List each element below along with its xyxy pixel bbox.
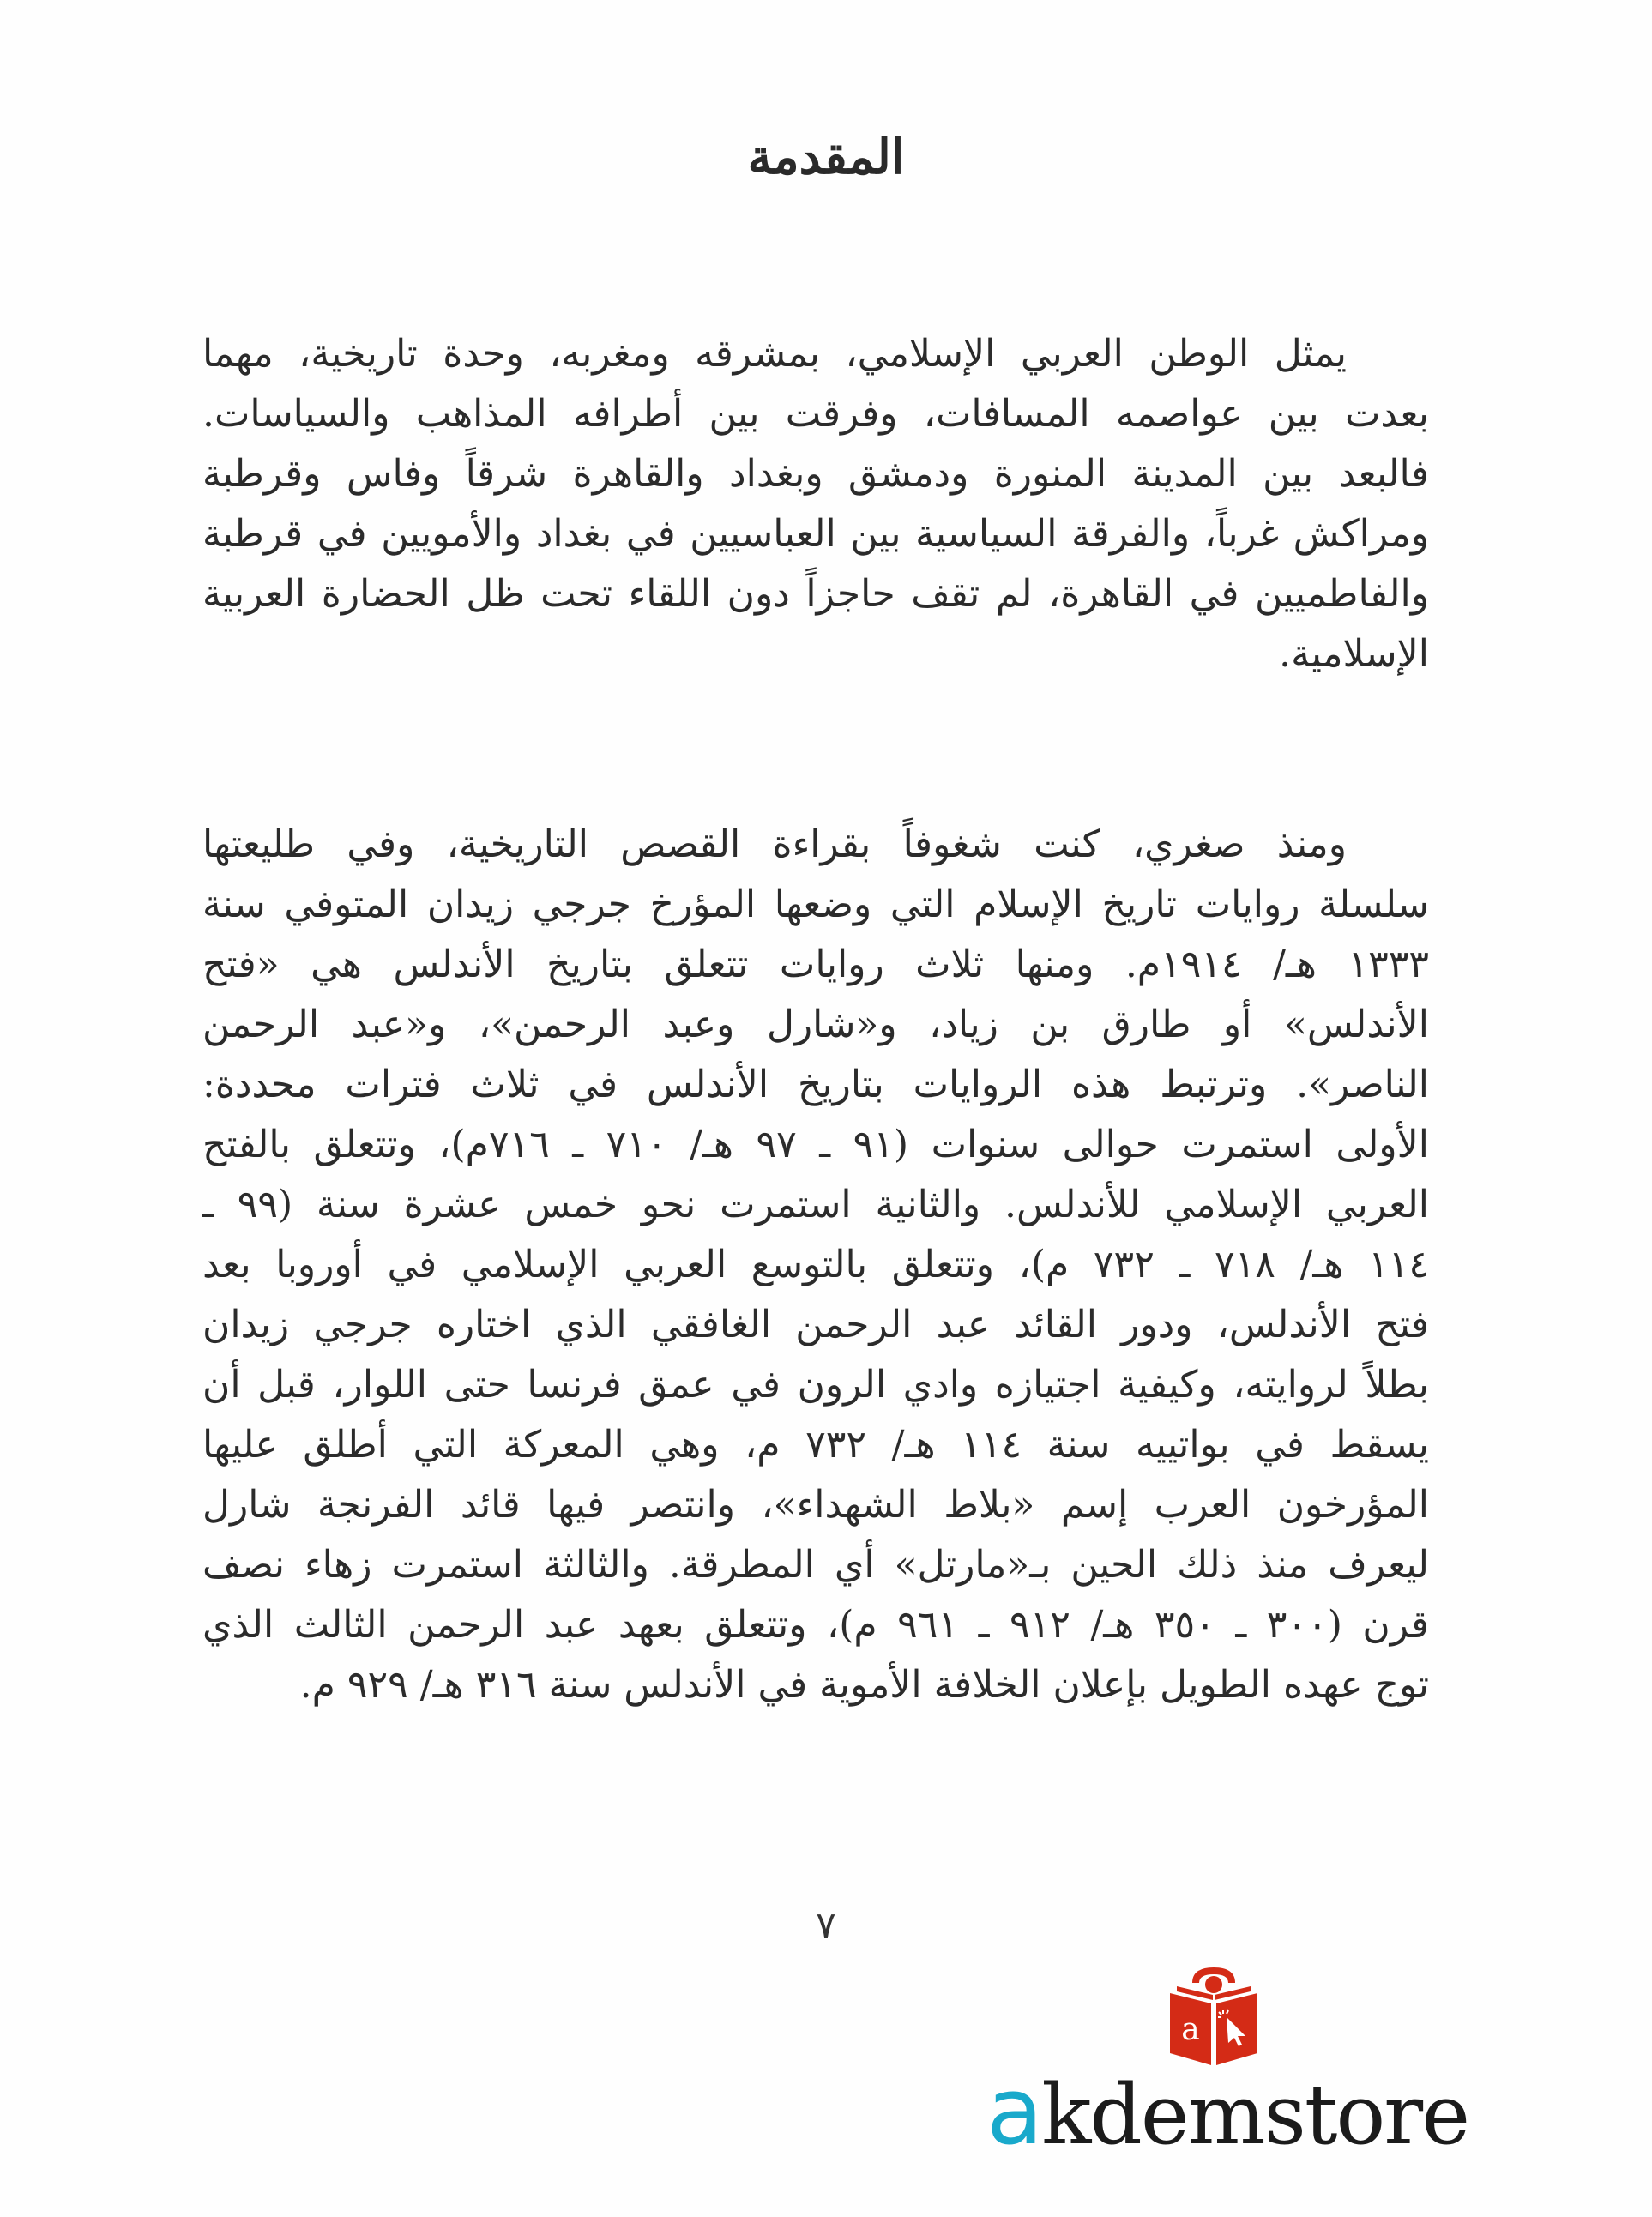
page-title: المقدمة: [747, 129, 905, 185]
text-line: ١١٤ هـ/ ٧١٨ ـ ٧٣٢ م)، وتتعلق بالتوسع العربي الإسلامي في أوروبا بعد: [202, 1243, 1429, 1286]
text-line: يمثل الوطن العربي الإسلامي، بمشرقه ومغربه، وحدة تاريخية، مهما: [202, 332, 1347, 376]
open-book-icon: [1167, 1964, 1261, 2067]
icon-letter: a: [1181, 2012, 1200, 2047]
text-line: ومنذ صغري، كنت شغوفاً بقراءة القصص التاريخية، وفي طليعتها: [202, 822, 1347, 866]
text-line: الناصر». وترتبط هذه الروايات بتاريخ الأندلس في ثلاث فترات محددة:: [202, 1063, 1429, 1106]
text-line: الإسلامية.: [1279, 632, 1429, 676]
text-line: بطلاً لروايته، وكيفية اجتيازه وادي الرون في عمق فرنسا حتى اللوار، قبل أن: [202, 1363, 1429, 1407]
text-line: الأولى استمرت حوالى سنوات (٩١ ـ ٩٧ هـ/ ٧١٠ ـ ٧١٦م)، وتتعلق بالفتح: [202, 1123, 1429, 1166]
text-line: المؤرخون العرب إسم «بلاط الشهداء»، وانتصر فيها قائد الفرنجة شارل: [202, 1483, 1429, 1527]
text-line: قرن (٣٠٠ ـ ٣٥٠ هـ/ ٩١٢ ـ ٩٦١ م)، وتتعلق بعهد عبد الرحمن الثالث الذي: [202, 1603, 1430, 1647]
text-line: فالبعد بين المدينة المنورة ودمشق وبغداد والقاهرة شرقاً وفاس وقرطبة: [202, 452, 1429, 496]
page-number: ٧: [816, 1904, 836, 1948]
text-line: والفاطميين في القاهرة، لم تقف حاجزاً دون اللقاء تحت ظل الحضارة العربية: [202, 572, 1429, 616]
paragraph-2: [202, 815, 1429, 1715]
akdemstore-watermark-logo: [986, 1964, 1468, 2166]
text-line: ليعرف منذ ذلك الحين بـ«مارتل» أي المطرقة. والثالثة استمرت زهاء نصف: [202, 1543, 1429, 1587]
text-line: الأندلس» أو طارق بن زياد، و«شارل وعبد الرحمن»، و«عبد الرحمن: [202, 1003, 1429, 1046]
text-line: العربي الإسلامي للأندلس. والثانية استمرت نحو خمس عشرة سنة (٩٩ ـ: [202, 1183, 1429, 1226]
text-line: يسقط في بواتييه سنة ١١٤ هـ/ ٧٣٢ م، وهي المعركة التي أطلق عليها: [202, 1423, 1430, 1467]
brand-wordmark: [986, 2058, 1468, 2166]
paragraph-1: [202, 324, 1429, 684]
text-line: سلسلة روايات تاريخ الإسلام التي وضعها المؤرخ جرجي زيدان المتوفي سنة: [202, 883, 1429, 926]
text-line: فتح الأندلس، ودور القائد عبد الرحمن الغافقي الذي اختاره جرجي زيدان: [202, 1303, 1429, 1346]
text-line: توج عهده الطويل بإعلان الخلافة الأموية في الأندلس سنة ٣١٦ هـ/ ٩٢٩ م.: [299, 1663, 1429, 1707]
brand-first-letter: a: [986, 2058, 1042, 2166]
brand-name-rest: kdemstore: [1041, 2067, 1468, 2163]
text-line: ١٣٣٣ هـ/ ١٩١٤م. ومنها ثلاث روايات تتعلق بتاريخ الأندلس هي «فتح: [202, 943, 1429, 986]
text-line: ومراكش غرباً، والفرقة السياسية بين العباسيين في بغداد والأمويين في قرطبة: [202, 512, 1429, 556]
text-line: بعدت بين عواصمه المسافات، وفرقت بين أطرافه المذاهب والسياسات.: [202, 392, 1429, 436]
